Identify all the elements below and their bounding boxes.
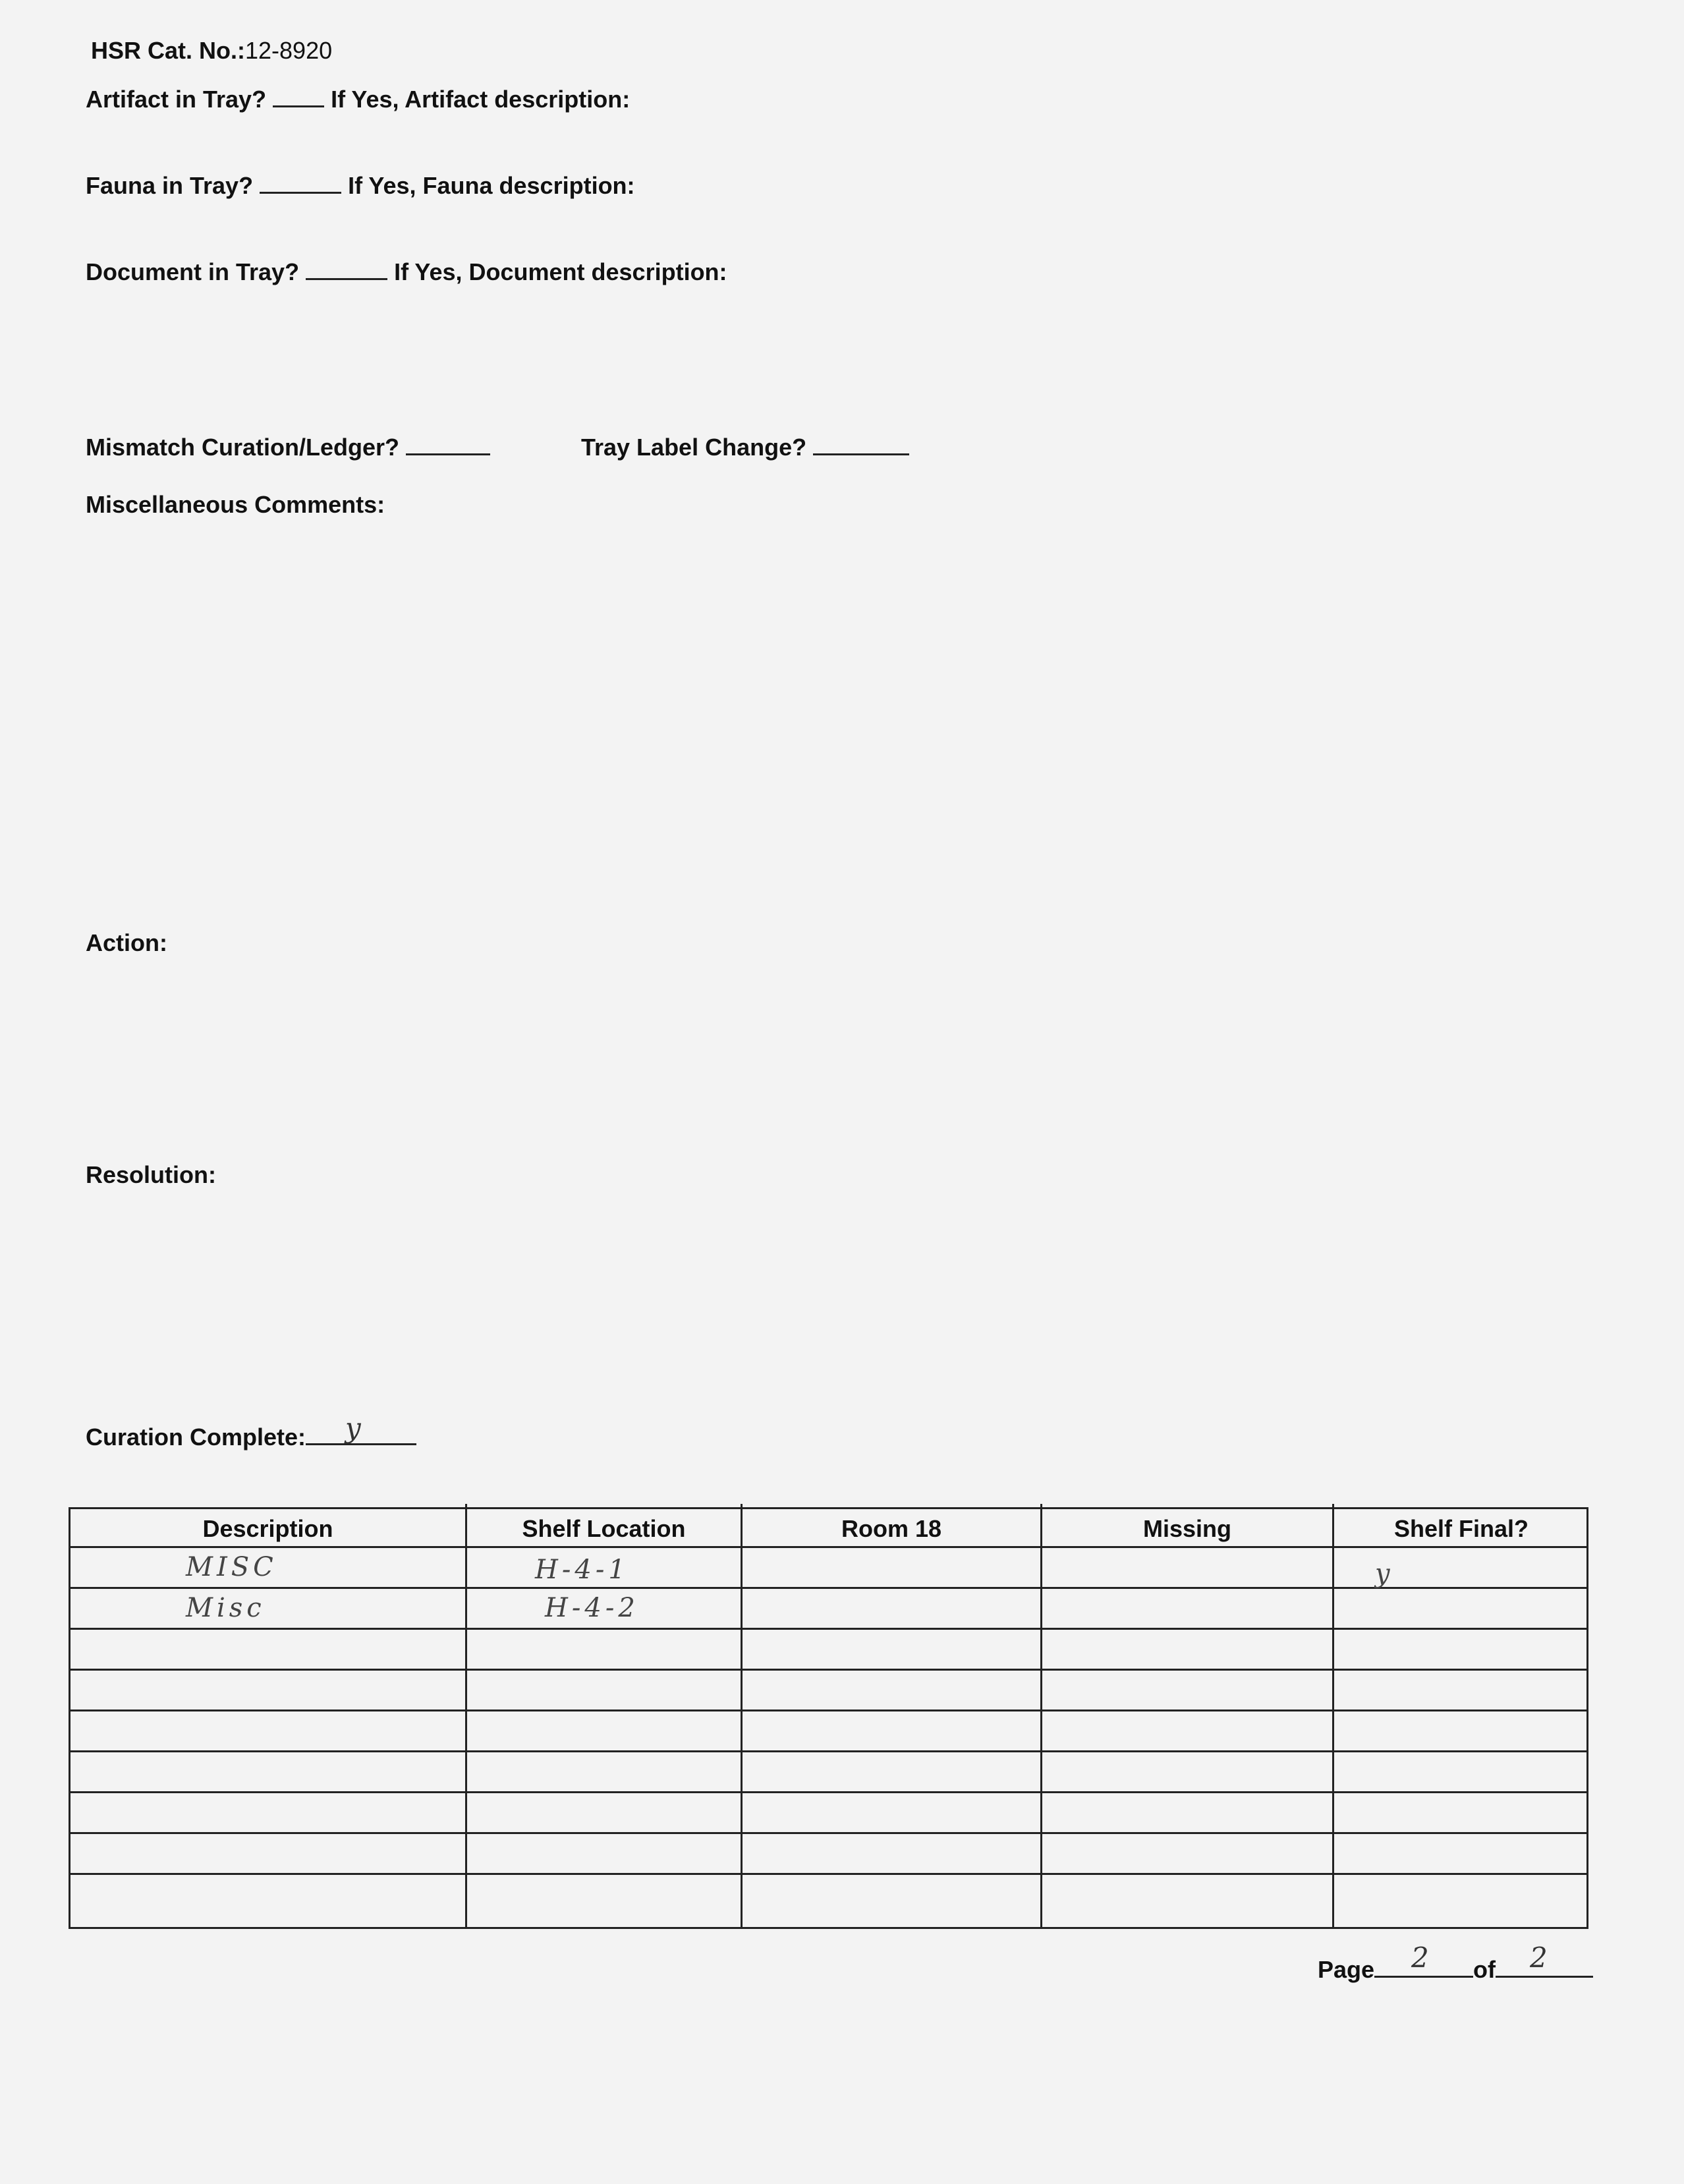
column-divider [1040, 1504, 1042, 1928]
header-room-18: Room 18 [841, 1515, 942, 1542]
page-label: Page [1318, 1956, 1375, 1983]
fauna-question: Fauna in Tray? [86, 172, 254, 199]
row1-shelf-location: H-4-1 [535, 1555, 629, 1585]
artifact-question: Artifact in Tray? [86, 86, 267, 113]
column-divider [741, 1504, 743, 1928]
artifact-row [86, 86, 630, 113]
header-missing: Missing [1142, 1515, 1231, 1542]
curation-complete-row [86, 1412, 416, 1451]
of-label: of [1473, 1956, 1496, 1983]
curation-complete-blank[interactable] [306, 1412, 416, 1445]
tray-label-change-row [581, 434, 909, 461]
document-row [86, 258, 727, 286]
fauna-row [86, 172, 635, 200]
catalog-number-value: 12-8920 [245, 37, 333, 64]
row-divider [70, 1710, 1586, 1711]
row-divider [70, 1750, 1586, 1752]
row1-shelf-final: y [1375, 1559, 1394, 1589]
fauna-answer-blank[interactable] [260, 172, 341, 194]
header-shelf-final: Shelf Final? [1393, 1515, 1529, 1542]
artifact-answer-blank[interactable] [273, 86, 324, 107]
resolution-label: Resolution: [86, 1161, 216, 1188]
header-description: Description [202, 1515, 333, 1542]
row-divider [70, 1628, 1586, 1630]
catalog-number [91, 37, 332, 65]
page-number-blank[interactable] [1374, 1941, 1473, 1978]
tray-label-change-label: Tray Label Change? [581, 434, 807, 461]
document-description-label: If Yes, Document description: [394, 258, 727, 285]
curation-complete-label: Curation Complete: [86, 1423, 306, 1451]
row1-description: MISC [186, 1552, 277, 1582]
fauna-description-label: If Yes, Fauna description: [348, 172, 635, 199]
row-divider [70, 1669, 1586, 1671]
row2-shelf-location: H-4-2 [545, 1593, 639, 1623]
mismatch-row [86, 434, 490, 461]
row-divider [70, 1546, 1586, 1548]
row-divider [70, 1587, 1586, 1589]
row2-description: Misc [186, 1593, 266, 1623]
column-divider [465, 1504, 467, 1928]
document-question: Document in Tray? [86, 258, 300, 285]
mismatch-label: Mismatch Curation/Ledger? [86, 434, 400, 461]
curation-complete-value: y [345, 1412, 361, 1444]
header-shelf-location: Shelf Location [522, 1515, 686, 1542]
document-answer-blank[interactable] [306, 258, 387, 280]
catalog-number-label: HSR Cat. No.: [91, 37, 245, 64]
column-divider [1332, 1504, 1334, 1928]
artifact-description-label: If Yes, Artifact description: [331, 86, 631, 113]
action-label: Action: [86, 929, 167, 956]
row-divider [70, 1832, 1586, 1834]
row-divider [70, 1873, 1586, 1875]
page-total-blank[interactable] [1496, 1941, 1593, 1978]
inventory-table [69, 1507, 1588, 1929]
tray-label-change-answer-blank[interactable] [813, 434, 909, 455]
page-total-value: 2 [1530, 1941, 1548, 1974]
row-divider [70, 1791, 1586, 1793]
page-number-value: 2 [1411, 1941, 1429, 1974]
misc-comments-label: Miscellaneous Comments: [86, 491, 385, 518]
mismatch-answer-blank[interactable] [406, 434, 490, 455]
page-indicator [1318, 1941, 1593, 1984]
